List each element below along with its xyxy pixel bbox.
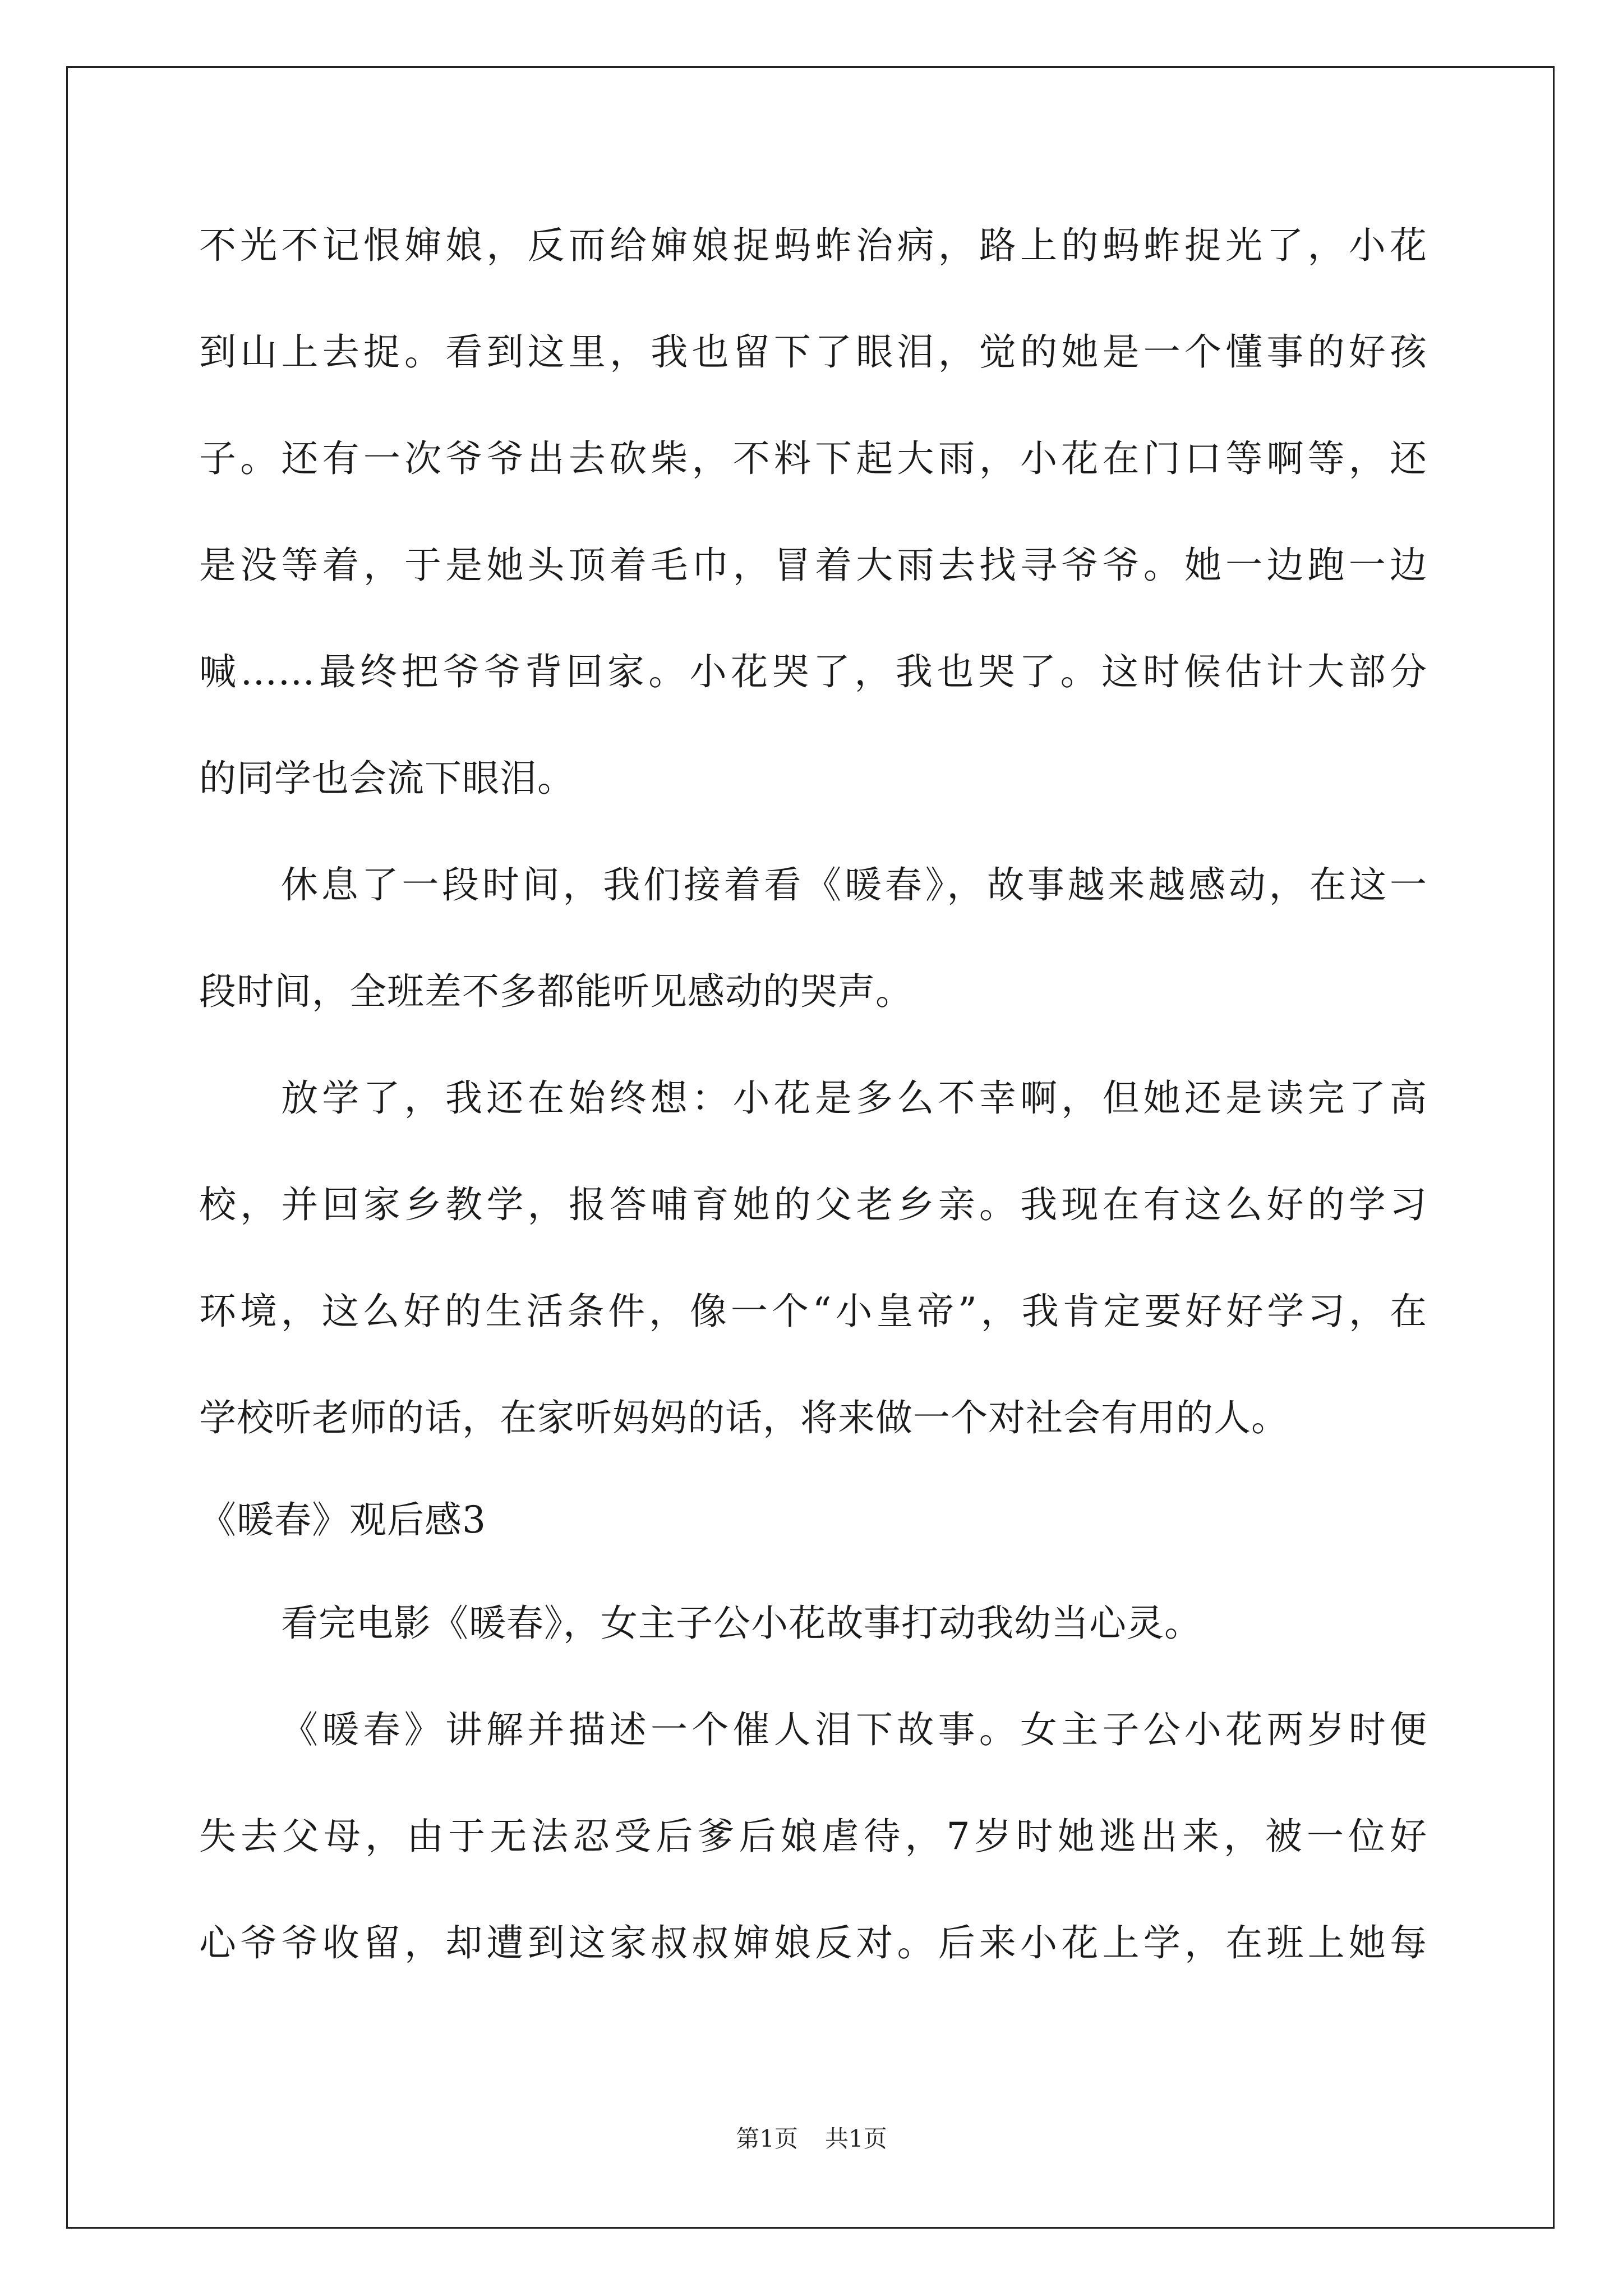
text-line: 休息了一段时间，我们接着看《暖春》，故事越来越感动，在这一 [281, 863, 1427, 907]
text-line: 放学了，我还在始终想：小花是多么不幸啊，但她还是读完了高 [281, 1076, 1427, 1120]
text-line: 不光不记恨婶娘，反而给婶娘捉蚂蚱治病，路上的蚂蚱捉光了，小花 [199, 224, 1427, 267]
text-line: 看完电影《暖春》，女主子公小花故事打动我幼当心灵。 [281, 1602, 1202, 1645]
page-total: 共1页 [825, 2125, 887, 2152]
text-line: 学校听老师的话，在家听妈妈的话，将来做一个对社会有用的人。 [199, 1396, 1289, 1439]
text-line: 子。还有一次爷爷出去砍柴，不料下起大雨，小花在门口等啊等，还 [199, 437, 1427, 480]
text-line: 到山上去捉。看到这里，我也留下了眼泪，觉的她是一个懂事的好孩 [199, 330, 1427, 374]
text-line: 心爷爷收留，却遭到这家叔叔婶娘反对。后来小花上学，在班上她每 [199, 1921, 1427, 1964]
text-line: 是没等着，于是她头顶着毛巾，冒着大雨去找寻爷爷。她一边跑一边 [199, 544, 1427, 587]
page-footer [0, 2125, 1623, 2153]
page-border [66, 66, 1555, 2229]
text-line: 喊……最终把爷爷背回家。小花哭了，我也哭了。这时候估计大部分 [199, 650, 1427, 693]
text-line: 校，并回家乡教学，报答哺育她的父老乡亲。我现在有这么好的学习 [199, 1183, 1427, 1226]
text-line: 《暖春》讲解并描述一个催人泪下故事。女主子公小花两岁时便 [281, 1708, 1427, 1751]
page-number: 第1页 [736, 2125, 798, 2152]
text-line: 环境，这么好的生活条件，像一个“小皇帝”，我肯定要好好学习，在 [199, 1290, 1427, 1333]
text-line: 的同学也会流下眼泪。 [199, 757, 575, 800]
text-line: 失去父母，由于无法忍受后爹后娘虐待，7岁时她逃出来，被一位好 [199, 1815, 1427, 1858]
text-line: 段时间，全班差不多都能听见感动的哭声。 [199, 970, 913, 1013]
section-heading: 《暖春》观后感3 [199, 1498, 486, 1542]
